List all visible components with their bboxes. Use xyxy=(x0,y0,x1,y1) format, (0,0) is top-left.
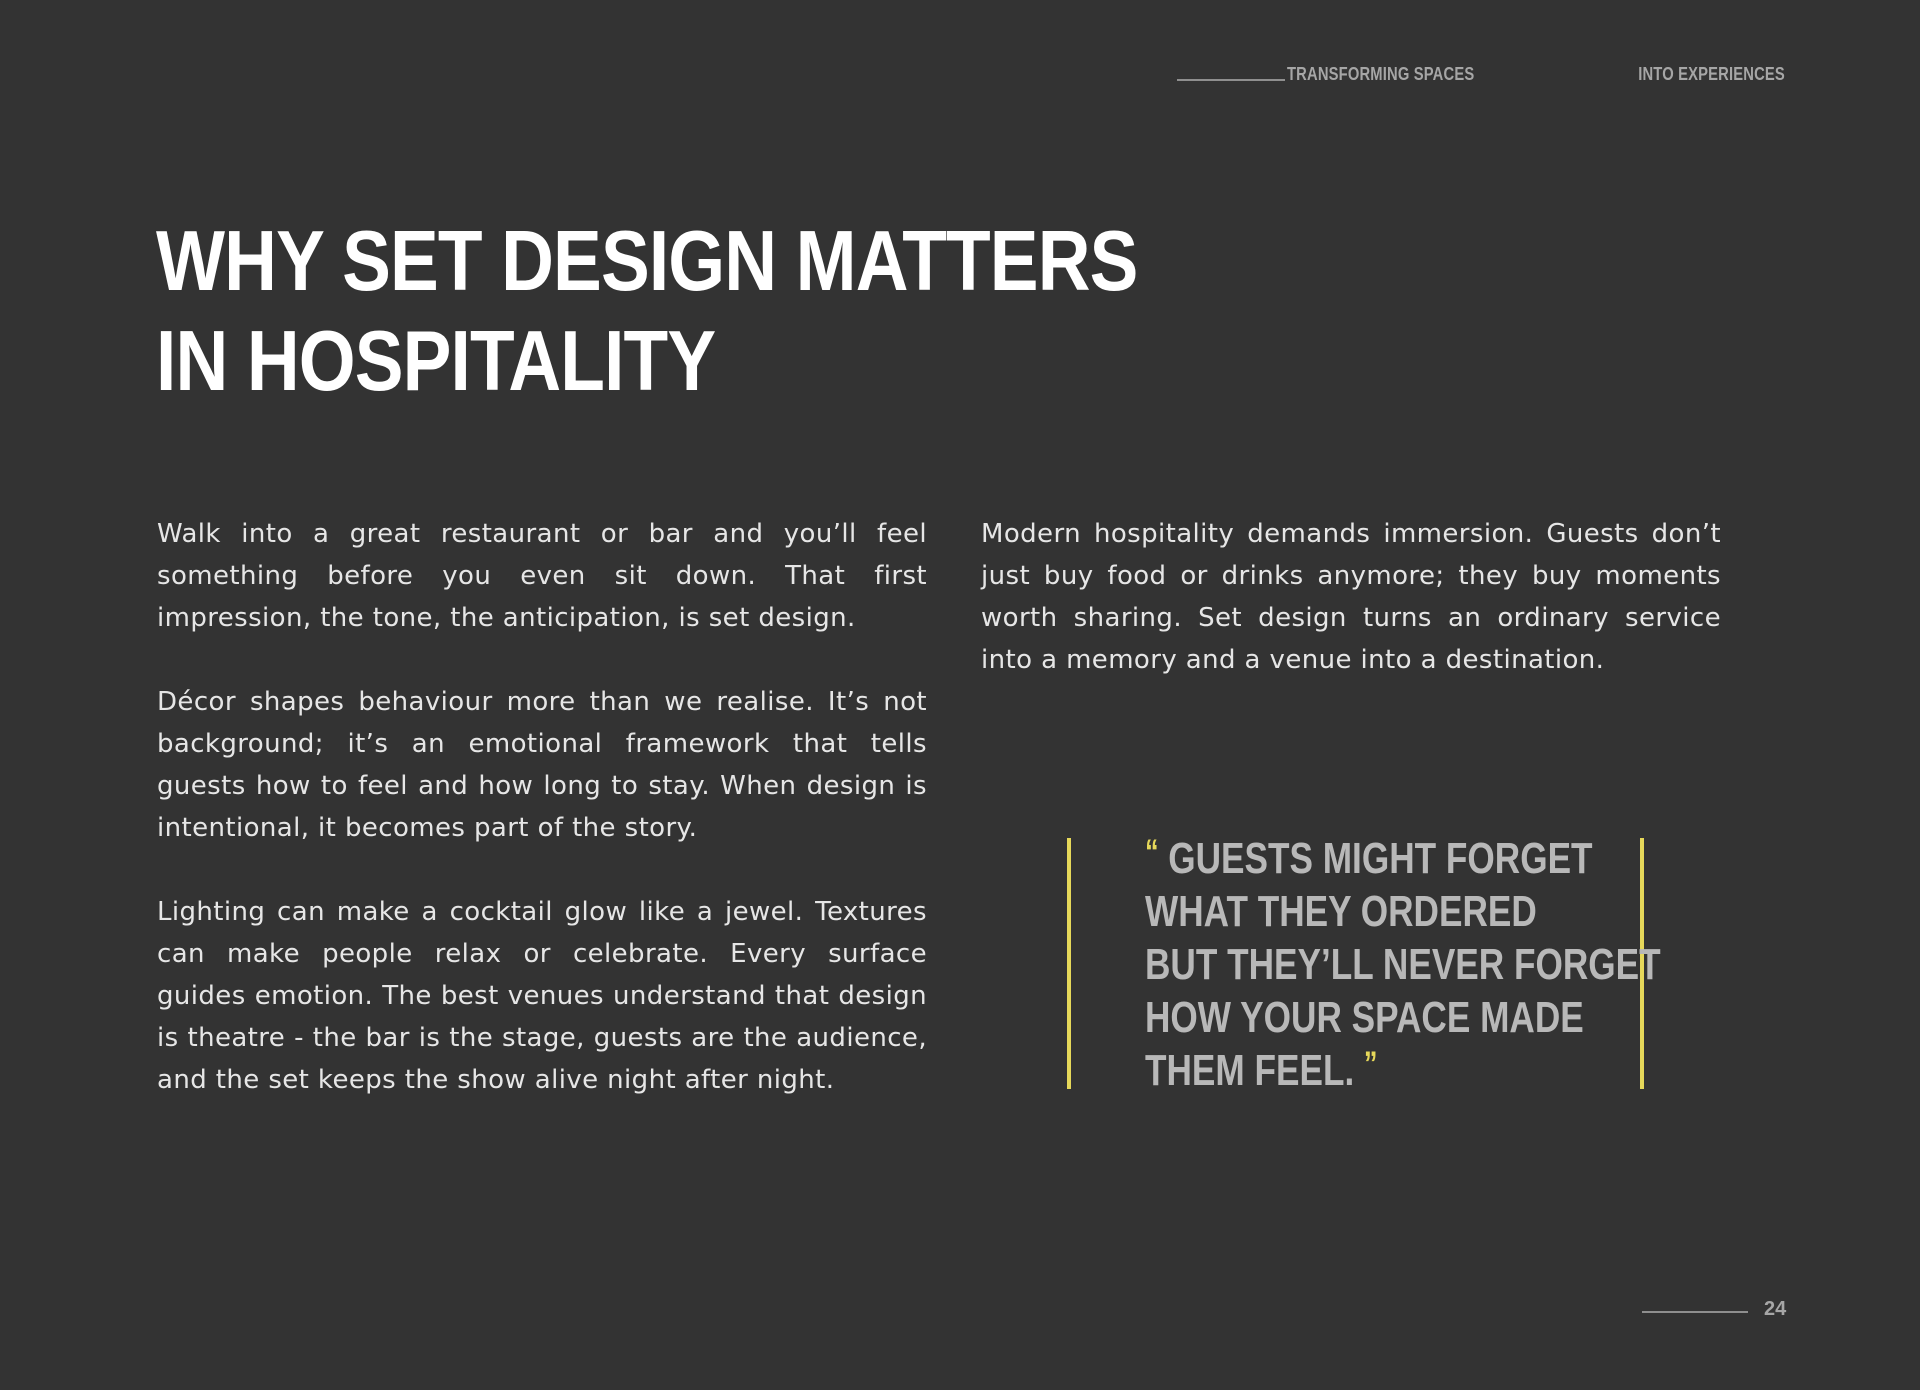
footer-divider-line xyxy=(1642,1311,1748,1313)
page-title-line-2: IN HOSPITALITY xyxy=(156,314,716,409)
pull-quote xyxy=(1145,832,1661,1097)
pull-quote-line-4: HOW YOUR SPACE MADE xyxy=(1145,993,1584,1042)
body-paragraph: Décor shapes behaviour more than we realise. It’s not background; it’s an emotional framework that tells guests how to feel and how long to stay. When design is intentional, it becomes part of the story. xyxy=(157,687,927,843)
pull-quote-line-text: GUESTS MIGHT FORGET xyxy=(1168,834,1593,883)
quote-accent-bar-left xyxy=(1067,838,1071,1089)
pull-quote-line-1 xyxy=(1145,832,1661,885)
page-number: 24 xyxy=(1764,1298,1787,1320)
body-column-right xyxy=(981,513,1721,723)
pull-quote-line-3: BUT THEY’LL NEVER FORGET xyxy=(1145,940,1661,989)
page-title-line-1: WHY SET DESIGN MATTERS xyxy=(156,214,1138,309)
body-column-left xyxy=(157,513,927,1143)
body-paragraph: Modern hospitality demands immersion. Guests don’t just buy food or drinks anymore; they buy moments worth sharing. Set design turns an ordinary service into a memory and a venue into a destination. xyxy=(981,519,1721,675)
close-quote-mark-icon: ” xyxy=(1363,1045,1378,1083)
header-right-text: INTO EXPERIENCES xyxy=(1638,64,1785,84)
header-divider-line xyxy=(1177,79,1285,81)
body-paragraph: Lighting can make a cocktail glow like a jewel. Textures can make people relax or celebrate. Every surface guides emotion. The best venues understand that design is theatre - the bar is the stage, guests are the audience, and the set keeps the show alive night after night. xyxy=(157,897,927,1095)
pull-quote-line-2: WHAT THEY ORDERED xyxy=(1145,887,1537,936)
pull-quote-line-text: THEM FEEL. xyxy=(1145,1046,1355,1095)
header-left-text: TRANSFORMING SPACES xyxy=(1287,64,1475,84)
body-paragraph: Walk into a great restaurant or bar and you’ll feel something before you even sit down. That first impression, the tone, the anticipation, is set design. xyxy=(157,519,927,633)
open-quote-mark-icon: “ xyxy=(1145,833,1159,871)
pull-quote-line-5 xyxy=(1145,1044,1661,1097)
page-title xyxy=(156,212,1138,412)
